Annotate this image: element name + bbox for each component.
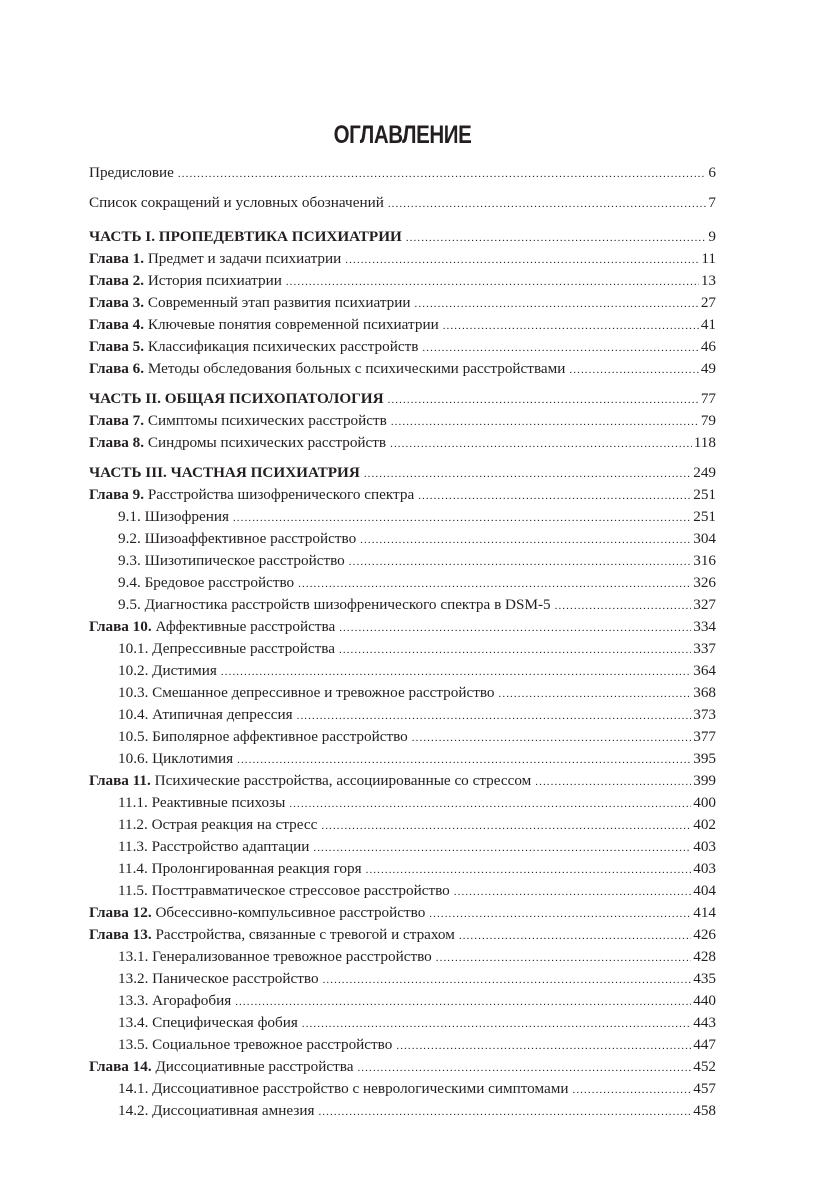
entry-title bbox=[89, 292, 411, 314]
page-number: 327 bbox=[693, 596, 716, 613]
page-number: 46 bbox=[700, 338, 716, 355]
page-number: 77 bbox=[700, 390, 716, 407]
part-heading[interactable] bbox=[89, 462, 716, 484]
chapter-entry[interactable] bbox=[89, 292, 716, 314]
dot-leader bbox=[388, 189, 707, 218]
page-number: 27 bbox=[700, 294, 716, 311]
dot-leader bbox=[415, 293, 699, 314]
page-number: 400 bbox=[693, 794, 716, 811]
dot-leader bbox=[286, 271, 699, 292]
page-number: 377 bbox=[693, 728, 716, 745]
chapter-title: Современный этап развития психиатрии bbox=[147, 294, 411, 311]
entry-title: 10.6. Циклотимия bbox=[118, 750, 234, 767]
page-number: 9 bbox=[708, 228, 716, 245]
page-number: 79 bbox=[700, 412, 716, 429]
dot-leader bbox=[321, 815, 691, 836]
page-number: 41 bbox=[700, 316, 716, 333]
dot-leader bbox=[302, 1013, 691, 1034]
entry-title: 9.2. Шизоаффективное расстройство bbox=[118, 530, 357, 547]
entry-title: 11.5. Посттравматическое стрессовое расстройство bbox=[118, 882, 450, 899]
dot-leader bbox=[221, 661, 691, 682]
page-number: 13 bbox=[700, 272, 716, 289]
entry-title bbox=[89, 410, 387, 432]
entry-title: 13.3. Агорафобия bbox=[118, 992, 232, 1009]
table-of-contents bbox=[89, 118, 716, 1122]
dot-leader bbox=[360, 529, 691, 550]
chapter-title: Расстройства шизофренического спектра bbox=[147, 486, 415, 503]
page-number: 249 bbox=[693, 464, 716, 481]
page-number: 458 bbox=[693, 1102, 716, 1119]
section-entry[interactable] bbox=[89, 1034, 716, 1056]
entry-title: Предисловие bbox=[89, 164, 174, 181]
section-entry[interactable] bbox=[89, 858, 716, 880]
chapter-entry[interactable] bbox=[89, 1056, 716, 1078]
chapter-title: История психиатрии bbox=[147, 272, 282, 289]
entry-title: 11.4. Пролонгированная реакция горя bbox=[118, 860, 362, 877]
page-number: 447 bbox=[693, 1036, 716, 1053]
chapter-number: Глава 12. bbox=[89, 904, 152, 921]
chapter-entry[interactable] bbox=[89, 270, 716, 292]
section-entry[interactable] bbox=[89, 1078, 716, 1100]
dot-leader bbox=[406, 227, 707, 248]
entry-title: 9.4. Бредовое расстройство bbox=[118, 574, 295, 591]
chapter-number: Глава 10. bbox=[89, 618, 152, 635]
page-number: 316 bbox=[693, 552, 716, 569]
dot-leader bbox=[357, 1057, 691, 1078]
entry-title: ЧАСТЬ III. ЧАСТНАЯ ПСИХИАТРИЯ bbox=[89, 464, 360, 481]
dot-leader bbox=[391, 411, 699, 432]
toc-list bbox=[89, 158, 716, 1122]
chapter-number: Глава 5. bbox=[89, 338, 145, 355]
entry-title bbox=[89, 924, 455, 946]
chapter-entry[interactable] bbox=[89, 484, 716, 506]
chapter-title: Ключевые понятия современной психиатрии bbox=[147, 316, 439, 333]
entry-title bbox=[89, 770, 531, 792]
section-entry[interactable] bbox=[89, 880, 716, 902]
entry-title: 11.1. Реактивные психозы bbox=[118, 794, 286, 811]
page-number: 403 bbox=[693, 838, 716, 855]
page-number: 364 bbox=[693, 662, 716, 679]
page-number: 334 bbox=[693, 618, 716, 635]
entry-title: 10.3. Смешанное депрессивное и тревожное расстройство bbox=[118, 684, 495, 701]
entry-title: 13.4. Специфическая фобия bbox=[118, 1014, 298, 1031]
section-entry[interactable] bbox=[89, 836, 716, 858]
entry-title: 13.5. Социальное тревожное расстройство bbox=[118, 1036, 393, 1053]
page-title: ОГЛАВЛЕНИЕ bbox=[333, 121, 472, 149]
page-number: 337 bbox=[693, 640, 716, 657]
entry-title: 11.3. Расстройство адаптации bbox=[118, 838, 310, 855]
dot-leader bbox=[233, 507, 691, 528]
chapter-title: Аффективные расстройства bbox=[155, 618, 336, 635]
dot-leader bbox=[396, 1035, 691, 1056]
dot-leader bbox=[235, 991, 691, 1012]
page-number: 368 bbox=[693, 684, 716, 701]
dot-leader bbox=[443, 315, 699, 336]
page-number: 443 bbox=[693, 1014, 716, 1031]
dot-leader bbox=[298, 573, 691, 594]
dot-leader bbox=[339, 617, 691, 638]
entry-title bbox=[89, 432, 386, 454]
chapter-title: Методы обследования больных с психическими расстройствами bbox=[147, 360, 566, 377]
dot-leader bbox=[429, 903, 691, 924]
entry-title: 10.5. Биполярное аффективное расстройство bbox=[118, 728, 408, 745]
entry-title bbox=[89, 902, 425, 924]
section-entry[interactable] bbox=[89, 990, 716, 1012]
entry-title: 13.2. Паническое расстройство bbox=[118, 970, 319, 987]
entry-title: 10.1. Депрессивные расстройства bbox=[118, 640, 335, 657]
dot-leader bbox=[345, 249, 699, 270]
section-entry[interactable] bbox=[89, 506, 716, 528]
chapter-entry[interactable] bbox=[89, 314, 716, 336]
dot-leader bbox=[459, 925, 691, 946]
page-number: 373 bbox=[693, 706, 716, 723]
page-number: 7 bbox=[708, 194, 716, 211]
entry-title bbox=[89, 314, 439, 336]
page-number: 49 bbox=[700, 360, 716, 377]
section-entry[interactable] bbox=[89, 660, 716, 682]
entry-title: 9.1. Шизофрения bbox=[118, 508, 229, 525]
dot-leader bbox=[297, 705, 692, 726]
front-matter-entry[interactable] bbox=[89, 188, 716, 218]
front-matter-entry[interactable] bbox=[89, 158, 716, 188]
dot-leader bbox=[499, 683, 692, 704]
dot-leader bbox=[388, 389, 699, 410]
section-entry[interactable] bbox=[89, 748, 716, 770]
chapter-entry[interactable] bbox=[89, 336, 716, 358]
chapter-entry[interactable] bbox=[89, 902, 716, 924]
chapter-title: Предмет и задачи психиатрии bbox=[147, 250, 342, 267]
dot-leader bbox=[454, 881, 691, 902]
chapter-number: Глава 3. bbox=[89, 294, 145, 311]
section-entry[interactable] bbox=[89, 1100, 716, 1122]
dot-leader bbox=[237, 749, 691, 770]
page-number: 435 bbox=[693, 970, 716, 987]
entry-title: 10.4. Атипичная депрессия bbox=[118, 706, 293, 723]
entry-title bbox=[89, 484, 414, 506]
entry-title bbox=[89, 358, 565, 380]
dot-leader bbox=[535, 771, 691, 792]
chapter-number: Глава 14. bbox=[89, 1058, 152, 1075]
entry-title bbox=[89, 336, 418, 358]
dot-leader bbox=[418, 485, 691, 506]
dot-leader bbox=[289, 793, 691, 814]
chapter-number: Глава 13. bbox=[89, 926, 152, 943]
section-entry[interactable] bbox=[89, 550, 716, 572]
page-number: 428 bbox=[693, 948, 716, 965]
dot-leader bbox=[313, 837, 691, 858]
chapter-number: Глава 7. bbox=[89, 412, 145, 429]
chapter-title: Обсессивно-компульсивное расстройство bbox=[155, 904, 426, 921]
page-number: 402 bbox=[693, 816, 716, 833]
chapter-entry[interactable] bbox=[89, 248, 716, 270]
chapter-number: Глава 2. bbox=[89, 272, 145, 289]
dot-leader bbox=[323, 969, 692, 990]
entry-title bbox=[89, 1056, 353, 1078]
section-entry[interactable] bbox=[89, 1012, 716, 1034]
entry-title: ЧАСТЬ II. ОБЩАЯ ПСИХОПАТОЛОГИЯ bbox=[89, 390, 384, 407]
dot-leader bbox=[555, 595, 692, 616]
page-number: 395 bbox=[693, 750, 716, 767]
section-entry[interactable] bbox=[89, 572, 716, 594]
page-number: 426 bbox=[693, 926, 716, 943]
chapter-entry[interactable] bbox=[89, 410, 716, 432]
page-number: 118 bbox=[693, 434, 716, 451]
chapter-entry[interactable] bbox=[89, 616, 716, 638]
dot-leader bbox=[569, 359, 698, 380]
entry-title: Список сокращений и условных обозначений bbox=[89, 194, 384, 211]
page-number: 251 bbox=[693, 508, 716, 525]
section-entry[interactable] bbox=[89, 682, 716, 704]
section-entry[interactable] bbox=[89, 638, 716, 660]
dot-leader bbox=[366, 859, 692, 880]
section-entry[interactable] bbox=[89, 726, 716, 748]
chapter-number: Глава 1. bbox=[89, 250, 145, 267]
page-number: 326 bbox=[693, 574, 716, 591]
dot-leader bbox=[436, 947, 691, 968]
chapter-title: Симптомы психических расстройств bbox=[147, 412, 387, 429]
entry-title: 9.3. Шизотипическое расстройство bbox=[118, 552, 345, 569]
chapter-number: Глава 9. bbox=[89, 486, 145, 503]
chapter-number: Глава 6. bbox=[89, 360, 145, 377]
entry-title: ЧАСТЬ I. ПРОПЕДЕВТИКА ПСИХИАТРИИ bbox=[89, 228, 402, 245]
entry-title: 14.1. Диссоциативное расстройство с неврологическими симптомами bbox=[118, 1080, 569, 1097]
chapter-title: Психические расстройства, ассоциированные со стрессом bbox=[154, 772, 532, 789]
chapter-entry[interactable] bbox=[89, 924, 716, 946]
page-number: 403 bbox=[693, 860, 716, 877]
chapter-entry[interactable] bbox=[89, 358, 716, 380]
entry-title: 13.1. Генерализованное тревожное расстройство bbox=[118, 948, 432, 965]
chapter-number: Глава 4. bbox=[89, 316, 145, 333]
page-number: 11 bbox=[701, 250, 716, 267]
entry-title: 9.5. Диагностика расстройств шизофренического спектра в DSM-5 bbox=[118, 596, 551, 613]
dot-leader bbox=[572, 1079, 691, 1100]
entry-title: 11.2. Острая реакция на стресс bbox=[118, 816, 318, 833]
chapter-title: Диссоциативные расстройства bbox=[155, 1058, 354, 1075]
section-entry[interactable] bbox=[89, 792, 716, 814]
page-number: 251 bbox=[693, 486, 716, 503]
dot-leader bbox=[412, 727, 691, 748]
page-number: 6 bbox=[708, 164, 716, 181]
entry-title bbox=[89, 270, 282, 292]
entry-title: 14.2. Диссоциативная амнезия bbox=[118, 1102, 315, 1119]
page-number: 304 bbox=[693, 530, 716, 547]
entry-title: 10.2. Дистимия bbox=[118, 662, 217, 679]
section-entry[interactable] bbox=[89, 814, 716, 836]
dot-leader bbox=[178, 159, 706, 188]
chapter-title: Синдромы психических расстройств bbox=[147, 434, 387, 451]
section-entry[interactable] bbox=[89, 704, 716, 726]
page-number: 414 bbox=[693, 904, 716, 921]
chapter-title: Классификация психических расстройств bbox=[147, 338, 419, 355]
part-heading[interactable] bbox=[89, 226, 716, 248]
section-entry[interactable] bbox=[89, 528, 716, 550]
dot-leader bbox=[339, 639, 691, 660]
page-number: 440 bbox=[693, 992, 716, 1009]
part-heading[interactable] bbox=[89, 388, 716, 410]
dot-leader bbox=[349, 551, 691, 572]
chapter-title: Расстройства, связанные с тревогой и страхом bbox=[155, 926, 455, 943]
chapter-entry[interactable] bbox=[89, 770, 716, 792]
page-number: 457 bbox=[693, 1080, 716, 1097]
dot-leader bbox=[364, 463, 691, 484]
page-number: 399 bbox=[693, 772, 716, 789]
dot-leader bbox=[422, 337, 698, 358]
entry-title bbox=[89, 616, 335, 638]
dot-leader bbox=[390, 433, 692, 454]
entry-title bbox=[89, 248, 341, 270]
page-number: 452 bbox=[693, 1058, 716, 1075]
page-number: 404 bbox=[693, 882, 716, 899]
dot-leader bbox=[318, 1101, 691, 1122]
section-entry[interactable] bbox=[89, 946, 716, 968]
chapter-entry[interactable] bbox=[89, 432, 716, 454]
section-entry[interactable] bbox=[89, 594, 716, 616]
chapter-number: Глава 11. bbox=[89, 772, 151, 789]
chapter-number: Глава 8. bbox=[89, 434, 145, 451]
section-entry[interactable] bbox=[89, 968, 716, 990]
